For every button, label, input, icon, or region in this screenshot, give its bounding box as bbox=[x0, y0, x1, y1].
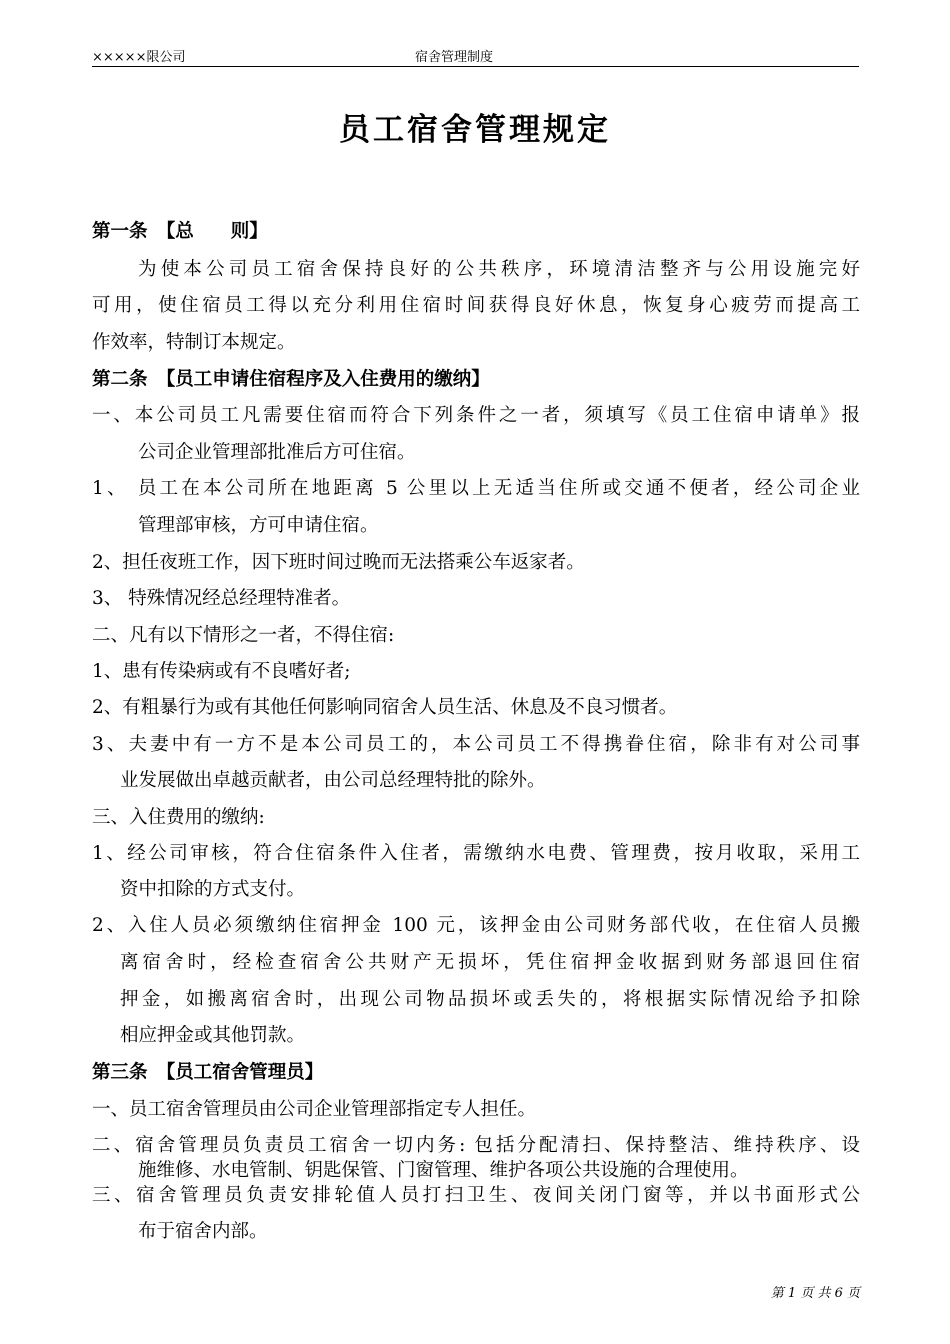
paragraph-line: 业发展做出卓越贡献者，由公司总经理特批的除外。 bbox=[120, 770, 546, 791]
document-title: 员工宿舍管理规定 bbox=[339, 112, 611, 148]
paragraph-line: 作效率，特制订本规定。 bbox=[92, 332, 296, 353]
paragraph-line: 1、患有传染病或有不良嗜好者; bbox=[92, 661, 351, 682]
paragraph-line: 一、本公司员工凡需要住宿而符合下列条件之一者，须填写《员工住宿申请单》报 bbox=[92, 405, 860, 426]
paragraph-line: 公司企业管理部批准后方可住宿。 bbox=[138, 442, 416, 463]
paragraph-line: 3、夫妻中有一方不是本公司员工的，本公司员工不得携眷住宿，除非有对公司事 bbox=[92, 734, 860, 755]
paragraph-line: 相应押金或其他罚款。 bbox=[120, 1025, 306, 1046]
section-3-heading: 第三条 【员工宿舍管理员】 bbox=[92, 1062, 324, 1083]
section-1-heading: 第一条 【总 则】 bbox=[92, 221, 268, 242]
paragraph-line: 一、员工宿舍管理员由公司企业管理部指定专人担任。 bbox=[92, 1099, 537, 1120]
paragraph-line: 三、宿舍管理员负责安排轮值人员打扫卫生、夜间关闭门窗等，并以书面形式公 bbox=[92, 1185, 860, 1206]
paragraph-line: 二、凡有以下情形之一者，不得住宿: bbox=[92, 625, 395, 646]
paragraph-line: 押金，如搬离宿舍时，出现公司物品损坏或丢失的，将根据实际情况给予扣除 bbox=[120, 989, 860, 1010]
paragraph-line: 为使本公司员工宿舍保持良好的公共秩序，环境清洁整齐与公用设施完好 bbox=[138, 259, 860, 280]
paragraph-line: 3、 特殊情况经总经理特准者。 bbox=[92, 588, 351, 609]
paragraph-line: 可用，使住宿员工得以充分利用住宿时间获得良好休息，恢复身心疲劳而提高工 bbox=[92, 295, 860, 316]
paragraph-line: 2、入住人员必须缴纳住宿押金 100 元，该押金由公司财务部代收，在住宿人员搬 bbox=[92, 915, 860, 936]
paragraph-line: 施维修、水电管制、钥匙保管、门窗管理、维护各项公共设施的合理使用。 bbox=[138, 1160, 749, 1181]
page-number: 第 1 页 共 6 页 bbox=[770, 1286, 860, 1301]
paragraph-line: 1、 员工在本公司所在地距离 5 公里以上无适当住所或交通不便者，经公司企业 bbox=[92, 478, 860, 499]
paragraph-line: 管理部审核，方可申请住宿。 bbox=[138, 515, 379, 536]
paragraph-line: 1、经公司审核，符合住宿条件入住者，需缴纳水电费、管理费，按月收取，采用工 bbox=[92, 843, 860, 864]
paragraph-line: 三、入住费用的缴纳: bbox=[92, 807, 265, 828]
section-2-heading: 第二条 【员工申请住宿程序及入住费用的缴纳】 bbox=[92, 369, 490, 390]
paragraph-line: 离宿舍时，经检查宿舍公共财产无损坏，凭住宿押金收据到财务部退回住宿 bbox=[120, 952, 860, 973]
paragraph-line: 布于宿舍内部。 bbox=[138, 1221, 268, 1242]
paragraph-line: 资中扣除的方式支付。 bbox=[120, 879, 306, 900]
header-doc-name: 宿舍管理制度 bbox=[415, 50, 494, 65]
paragraph-line: 2、担任夜班工作，因下班时间过晚而无法搭乘公车返家者。 bbox=[92, 552, 585, 573]
header-company: ×××××限公司 bbox=[92, 50, 186, 65]
paragraph-line: 二、宿舍管理员负责员工宿舍一切内务: 包括分配清扫、保持整洁、维持秩序、设 bbox=[92, 1135, 860, 1156]
page-header bbox=[92, 44, 859, 67]
paragraph-line: 2、有粗暴行为或有其他任何影响同宿舍人员生活、休息及不良习惯者。 bbox=[92, 697, 678, 718]
